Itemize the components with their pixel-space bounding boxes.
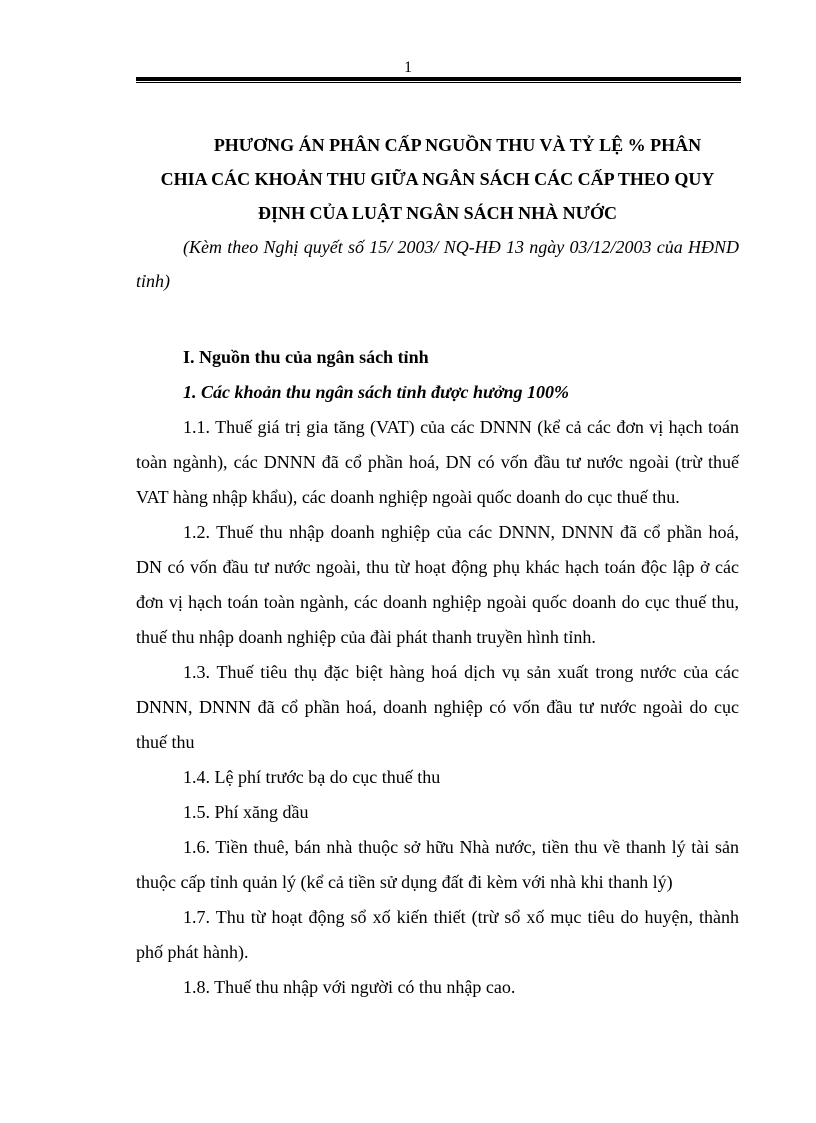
title-line-3: ĐỊNH CỦA LUẬT NGÂN SÁCH NHÀ NƯỚC (257, 203, 618, 223)
document-body (136, 128, 739, 1005)
spacer (136, 298, 739, 340)
paragraph-1-1: 1.1. Thuế giá trị gia tăng (VAT) của các DNNN (kể cả các đơn vị hạch toán toàn ngành), các DNNN đã cổ phần hoá, DN có vốn đầu tư nước ngoài (trừ thuế VAT hàng nhập khẩu), các doanh nghiệp ngoài quốc doanh do cục thuế thu. (136, 417, 739, 507)
page-number: 1 (404, 59, 412, 76)
header-rule-thick (136, 77, 741, 81)
paragraph-1-5: 1.5. Phí xăng dầu (183, 802, 309, 822)
document-subtitle: (Kèm theo Nghị quyết số 15/ 2003/ NQ-HĐ 13 ngày 03/12/2003 của HĐND tỉnh) (136, 237, 739, 291)
title-line-2: CHIA CÁC KHOẢN THU GIỮA NGÂN SÁCH CÁC CẤP THEO QUY (160, 169, 715, 189)
paragraph-1-8: 1.8. Thuế thu nhập với người có thu nhập cao. (183, 977, 516, 997)
paragraph-1-7: 1.7. Thu từ hoạt động sổ xố kiến thiết (trừ sổ xố mục tiêu do huyện, thành phố phát hành). (136, 907, 739, 962)
section-heading: I. Nguồn thu của ngân sách tỉnh (183, 347, 429, 367)
subsection-heading: 1. Các khoản thu ngân sách tỉnh được hưởng 100% (183, 382, 569, 402)
paragraph-1-4: 1.4. Lệ phí trước bạ do cục thuế thu (183, 767, 441, 787)
paragraph-1-3: 1.3. Thuế tiêu thụ đặc biệt hàng hoá dịch vụ sản xuất trong nước của các DNNN, DNNN đã cổ phần hoá, doanh nghiệp có vốn đầu tư nước ngoài do cục thuế thu (136, 662, 739, 752)
document-title (136, 128, 739, 230)
title-line-1: PHƯƠNG ÁN PHÂN CẤP NGUỒN THU VÀ TỶ LỆ % PHÂN (213, 135, 702, 155)
paragraph-1-2: 1.2. Thuế thu nhập doanh nghiệp của các DNNN, DNNN đã cổ phần hoá, DN có vốn đầu tư nước ngoài, thu từ hoạt động phụ khác hạch toán độc lập ở các đơn vị hạch toán toàn ngành, các doanh nghiệp ngoài quốc doanh do cục thuế thu, thuế thu nhập doanh nghiệp của đài phát thanh truyền hình tỉnh. (136, 522, 739, 647)
header-rule (136, 77, 741, 84)
paragraph-1-6: 1.6. Tiền thuê, bán nhà thuộc sở hữu Nhà nước, tiền thu về thanh lý tài sản thuộc cấp tỉnh quản lý (kể cả tiền sử dụng đất đi kèm với nhà khi thanh lý) (136, 837, 739, 892)
header-rule-thin (136, 82, 741, 83)
